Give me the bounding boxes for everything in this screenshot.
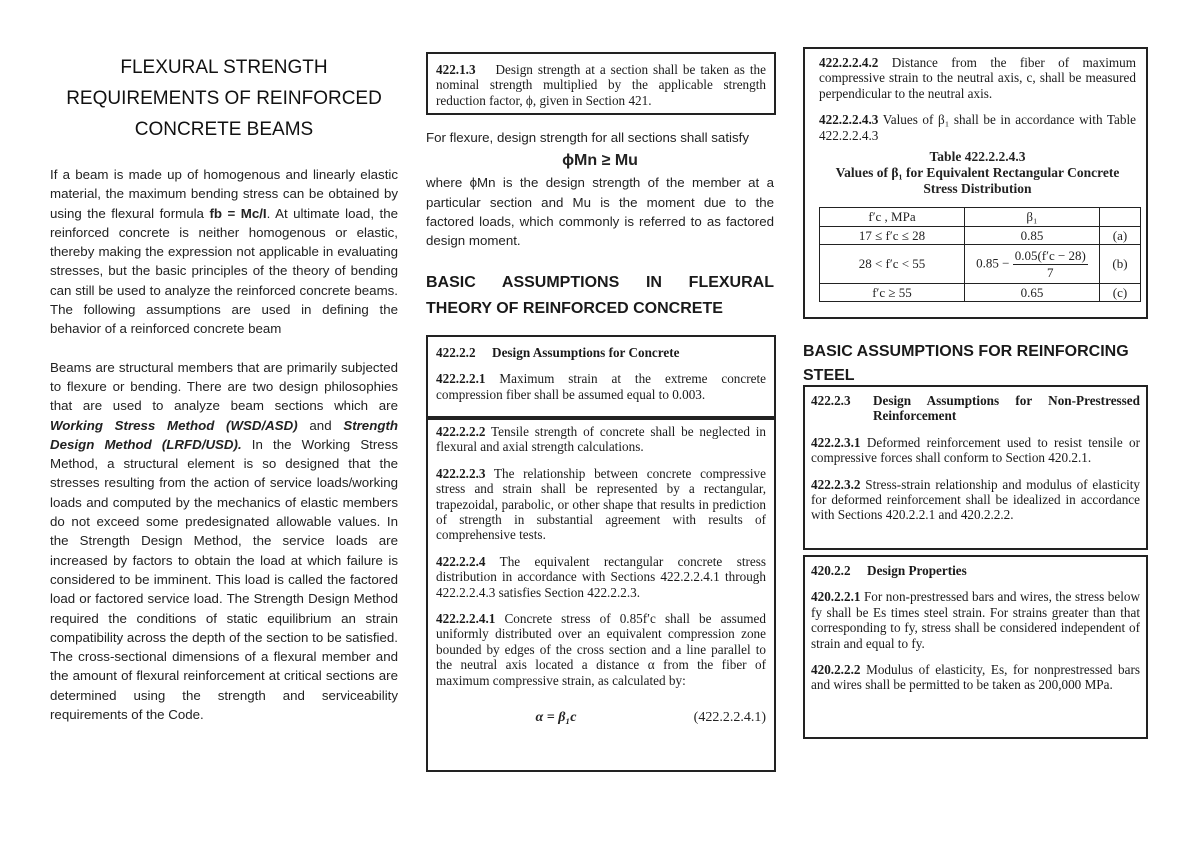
section-code: 422.2.2.2 bbox=[436, 424, 486, 439]
section-code: 422.1.3 bbox=[436, 62, 476, 77]
beams-text-a: Beams are structural members that are primarily subjected to flexure or bending. There are two design philosophies that are used to analyze beam sections which are bbox=[50, 359, 398, 414]
section-text: Stress-strain relationship and modulus of elasticity for deformed reinforcement shall be idealized in accordance with Sections 420.2.2.1 and 420.2.2.2. bbox=[811, 476, 1140, 523]
code-box-422-2-2 bbox=[426, 335, 776, 418]
code-section bbox=[819, 55, 1136, 101]
section-text: Distance from the fiber of maximum compressive strain to the neutral axis, c, shall be measured perpendicular to the neutral axis. bbox=[819, 55, 1136, 101]
beams-paragraph bbox=[50, 358, 398, 725]
caption-line-2: Values of β₁ for Equivalent Rectangular Concrete bbox=[835, 165, 1120, 181]
code-section bbox=[436, 62, 766, 108]
section-code: 422.2.2 bbox=[436, 345, 476, 360]
section-title: Design Assumptions for Concrete bbox=[492, 345, 680, 360]
section-code: 422.2.2.4.3 bbox=[819, 112, 879, 128]
table-caption bbox=[819, 149, 1136, 197]
section-text: Maximum strain at the extreme concrete compression fiber shall be assumed equal to 0.003. bbox=[436, 371, 767, 402]
beams-text-b: In the Working Stress Method, a structural element is so designed that the stresses resulting from the action of service loads/working loads and computed by the mechanics of elastic members do not exceed some predesignated allowable values. In the Strength Design Method, the service loads are increased by factors to obtain the load at which failure is considered to be imminent. This load is called the factored load or factored service load. The Strength Design Method required the conditions of static equilibrium an strain compatibility across the depth of the section to be satisfied. The cross-sectional dimensions of a flexural member and the amount of flexural reinforcement at critical sections are determined using the strength and serviceability requirements of the Code. bbox=[50, 436, 398, 723]
section-code: 422.2.2.4.2 bbox=[819, 55, 879, 70]
code-section bbox=[436, 554, 766, 600]
section-text: Values of β₁ shall be in accordance with Table 422.2.2.4.3 bbox=[819, 112, 1136, 143]
heading-basic-assumptions-steel bbox=[803, 340, 1148, 388]
section-code: 420.2.2 bbox=[811, 563, 851, 578]
design-equation: ϕMn ≥ Mu bbox=[562, 152, 638, 170]
code-box-422-2-3 bbox=[803, 385, 1148, 550]
column-1 bbox=[50, 0, 398, 724]
flexure-intro: For flexure, design strength for all sections shall satisfy bbox=[426, 130, 749, 145]
code-section bbox=[819, 112, 1136, 143]
beta-formula-prefix: 0.85 − bbox=[976, 255, 1010, 271]
flexural-formula: fb = Mc/I bbox=[209, 205, 267, 221]
alpha-equation bbox=[436, 710, 766, 726]
table-row bbox=[820, 284, 1141, 302]
and-word: and bbox=[297, 417, 344, 433]
caption-line-3: Stress Distribution bbox=[923, 181, 1032, 197]
table-row bbox=[820, 245, 1141, 284]
box-title bbox=[811, 563, 1140, 578]
fraction-numerator: 0.05(f′c − 28) bbox=[1014, 247, 1086, 263]
cell-fc: f′c ≥ 55 bbox=[820, 284, 965, 302]
section-code: 422.2.3 bbox=[811, 393, 851, 408]
beta1-table bbox=[819, 207, 1141, 302]
cell-tag: (a) bbox=[1100, 227, 1141, 245]
section-text: For non-prestressed bars and wires, the stress below fy shall be Es times steel strain. For strains greater than that corresponding to fy, stress shall be considered independent of strain and equal to fy. bbox=[811, 589, 1140, 651]
code-section bbox=[436, 466, 766, 543]
code-section bbox=[811, 435, 1140, 466]
header-fc: f′c , MPa bbox=[820, 208, 965, 227]
table-header-row bbox=[820, 208, 1141, 227]
beta-fraction bbox=[1013, 248, 1088, 281]
section-code: 422.2.2.4 bbox=[436, 553, 486, 569]
section-code: 420.2.2.2 bbox=[811, 662, 861, 678]
equation-expression: α = β₁c bbox=[535, 710, 577, 726]
header-beta1: β₁ bbox=[965, 208, 1100, 227]
box-title bbox=[436, 345, 766, 360]
section-title: Design Assumptions for Non-Prestressed Reinforcement bbox=[873, 393, 1140, 424]
code-section bbox=[436, 371, 766, 402]
code-section bbox=[436, 424, 766, 455]
cell-tag: (b) bbox=[1100, 245, 1141, 284]
code-section bbox=[436, 611, 766, 688]
caption-line-1: Table 422.2.2.4.3 bbox=[929, 149, 1026, 165]
page-title bbox=[50, 52, 398, 145]
section-text: The equivalent rectangular concrete stress distribution in accordance with Sections 422.2.2.4.1 through 422.2.2.4.3 satisfies Section 422.2.2.3. bbox=[436, 553, 766, 600]
cell-fc: 28 < f′c < 55 bbox=[820, 245, 965, 284]
sdm-term: Strength Design Method (LRFD/USD). bbox=[50, 417, 398, 452]
section-text: Design strength at a section shall be taken as the nominal strength multiplied by the applicable strength reduction factor, ϕ, given in Section 421. bbox=[436, 62, 766, 108]
where-paragraph: where ϕMn is the design strength of the member at a particular section and Mu is the moment due to the factored loads, which commonly is referred to as factored design moment. bbox=[426, 175, 774, 249]
cell-fc: 17 ≤ f′c ≤ 28 bbox=[820, 227, 965, 245]
header-tag bbox=[1100, 208, 1141, 227]
title-line-2: REQUIREMENTS OF REINFORCED bbox=[66, 88, 382, 109]
code-box-422-2-2-continued bbox=[426, 418, 776, 772]
section-code: 422.2.3.2 bbox=[811, 476, 861, 492]
code-box-420-2-2 bbox=[803, 555, 1148, 739]
heading-line-2: STEEL bbox=[803, 367, 855, 384]
section-title: Design Properties bbox=[867, 563, 967, 578]
code-section bbox=[811, 589, 1140, 651]
cell-beta: 0.85 bbox=[965, 227, 1100, 245]
section-code: 420.2.2.1 bbox=[811, 589, 861, 605]
heading-line-2: THEORY OF REINFORCED CONCRETE bbox=[426, 300, 723, 317]
section-code: 422.2.2.4.1 bbox=[436, 611, 496, 627]
code-box-422-2-2-4 bbox=[803, 47, 1148, 319]
flexure-text bbox=[426, 128, 774, 250]
section-code: 422.2.2.3 bbox=[436, 465, 486, 481]
section-text: Concrete stress of 0.85f′c shall be assumed uniformly distributed over an equivalent compression zone bounded by edges of the cross section and a line parallel to the neutral axis located a distance α from the fiber of maximum compressive strain, as calculated by: bbox=[436, 611, 767, 688]
intro-paragraph bbox=[50, 165, 398, 339]
heading-line-1: BASIC ASSUMPTIONS FOR REINFORCING bbox=[803, 343, 1129, 360]
box-title bbox=[811, 393, 1140, 424]
intro-text-b: . At ultimate load, the reinforced concrete is neither homogenous or elastic, thereby making the expression not applicable in evaluating stresses, but the basic principles of the theory of bending can still be used to analyze the reinforced concrete beams. The following assumptions are used in defining the behavior of a reinforced concrete beam bbox=[50, 205, 398, 337]
code-section bbox=[811, 662, 1140, 693]
heading-line-1: BASIC ASSUMPTIONS IN FLEXURAL bbox=[426, 274, 774, 291]
section-code: 422.2.2.1 bbox=[436, 371, 486, 387]
title-line-3: CONCRETE BEAMS bbox=[134, 119, 314, 140]
section-text: Modulus of elasticity, Es, for nonprestressed bars and wires shall be permitted to be taken as 200,000 MPa. bbox=[811, 662, 1141, 693]
equation-number: (422.2.2.4.1) bbox=[693, 710, 766, 726]
code-section bbox=[811, 477, 1140, 523]
intro-text-a: If a beam is made up of homogenous and linearly elastic material, the maximum bending stress can be obtained by using the flexural formula bbox=[50, 167, 398, 221]
wsd-term: Working Stress Method (WSD/ASD) bbox=[50, 417, 298, 433]
cell-beta: 0.65 bbox=[965, 284, 1100, 302]
section-text: Deformed reinforcement used to resist tensile or compressive forces shall conform to Section 420.2.1. bbox=[811, 434, 1141, 466]
table-row bbox=[820, 227, 1141, 245]
cell-tag: (c) bbox=[1100, 284, 1141, 302]
heading-basic-assumptions-concrete bbox=[426, 270, 774, 322]
section-text: The relationship between concrete compressive stress and strain shall be represented by a rectangular, trapezoidal, parabolic, or other shape that results in prediction of strength in substantial agreement with results of comprehensive tests. bbox=[436, 465, 766, 543]
section-code: 422.2.3.1 bbox=[811, 434, 861, 450]
code-box-422-1-3 bbox=[426, 52, 776, 115]
cell-beta-formula bbox=[965, 245, 1100, 284]
fraction-denominator: 7 bbox=[1047, 264, 1054, 280]
title-line-1: FLEXURAL STRENGTH bbox=[120, 57, 328, 78]
section-text: Tensile strength of concrete shall be neglected in flexural and axial strength calculations. bbox=[436, 424, 766, 455]
